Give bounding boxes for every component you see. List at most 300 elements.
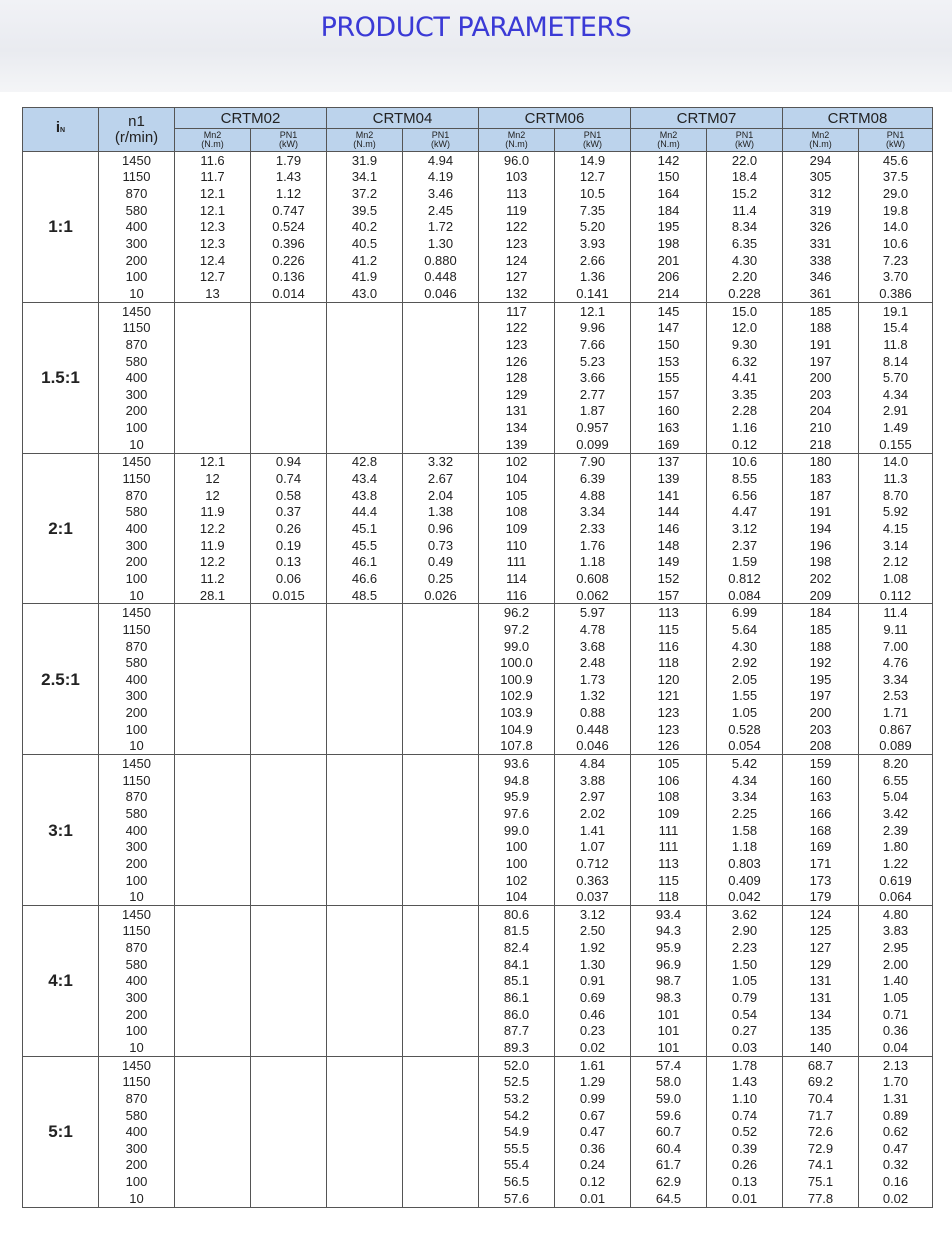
- value-cell: 3.12: [555, 905, 631, 922]
- value-cell: [251, 436, 327, 453]
- value-cell: 62.9: [631, 1173, 707, 1190]
- value-cell: 2.28: [707, 403, 783, 420]
- value-cell: 150: [631, 169, 707, 186]
- value-cell: 2.20: [707, 269, 783, 286]
- value-cell: 0.386: [859, 285, 933, 302]
- value-cell: 131: [783, 989, 859, 1006]
- value-cell: 60.7: [631, 1123, 707, 1140]
- value-cell: 122: [479, 219, 555, 236]
- value-cell: 0.084: [707, 587, 783, 604]
- value-cell: 1.31: [859, 1090, 933, 1107]
- value-cell: 115: [631, 621, 707, 638]
- model-header: CRTM07: [631, 108, 783, 129]
- value-cell: 1.43: [707, 1073, 783, 1090]
- value-cell: 0.25: [403, 570, 479, 587]
- value-cell: 0.015: [251, 587, 327, 604]
- value-cell: [251, 939, 327, 956]
- value-cell: [403, 838, 479, 855]
- value-cell: 0.12: [707, 436, 783, 453]
- value-cell: 6.35: [707, 235, 783, 252]
- value-cell: 144: [631, 504, 707, 521]
- speed-cell: 400: [99, 520, 175, 537]
- value-cell: 142: [631, 152, 707, 169]
- table-row: [23, 1006, 933, 1023]
- value-cell: [175, 621, 251, 638]
- value-cell: 312: [783, 185, 859, 202]
- value-cell: [251, 956, 327, 973]
- value-cell: [175, 772, 251, 789]
- table-row: [23, 169, 933, 186]
- table-row: [23, 855, 933, 872]
- table-row: [23, 638, 933, 655]
- value-cell: 135: [783, 1022, 859, 1039]
- speed-cell: 100: [99, 721, 175, 738]
- value-cell: [327, 1056, 403, 1073]
- value-cell: [403, 688, 479, 705]
- ratio-cell: 1:1: [23, 152, 99, 303]
- value-cell: 95.9: [479, 788, 555, 805]
- value-cell: 7.00: [859, 638, 933, 655]
- value-cell: 44.4: [327, 504, 403, 521]
- value-cell: 123: [631, 721, 707, 738]
- value-cell: [175, 939, 251, 956]
- value-cell: 1.12: [251, 185, 327, 202]
- value-cell: 163: [783, 788, 859, 805]
- value-cell: 3.34: [555, 504, 631, 521]
- value-cell: 4.34: [707, 772, 783, 789]
- value-cell: [327, 621, 403, 638]
- value-cell: [175, 721, 251, 738]
- value-cell: 1.10: [707, 1090, 783, 1107]
- value-cell: 0.74: [251, 470, 327, 487]
- value-cell: 11.6: [175, 152, 251, 169]
- value-cell: 14.0: [859, 219, 933, 236]
- value-cell: 0.062: [555, 587, 631, 604]
- value-cell: [251, 1073, 327, 1090]
- value-cell: 0.67: [555, 1107, 631, 1124]
- table-row: [23, 269, 933, 286]
- value-cell: [251, 738, 327, 755]
- value-cell: 123: [631, 704, 707, 721]
- table-row: [23, 838, 933, 855]
- value-cell: 125: [783, 923, 859, 940]
- value-cell: 3.70: [859, 269, 933, 286]
- value-cell: 5.97: [555, 604, 631, 621]
- value-cell: [251, 1006, 327, 1023]
- value-cell: 0.155: [859, 436, 933, 453]
- value-cell: [327, 888, 403, 905]
- table-row: [23, 336, 933, 353]
- value-cell: 41.2: [327, 252, 403, 269]
- value-cell: [403, 403, 479, 420]
- value-cell: 56.5: [479, 1173, 555, 1190]
- value-cell: 100.0: [479, 654, 555, 671]
- value-cell: [403, 654, 479, 671]
- table-row: [23, 888, 933, 905]
- speed-cell: 870: [99, 336, 175, 353]
- value-cell: 1.59: [707, 553, 783, 570]
- speed-cell: 1450: [99, 755, 175, 772]
- value-cell: 1.05: [707, 973, 783, 990]
- value-cell: 137: [631, 453, 707, 470]
- value-cell: 1.30: [403, 235, 479, 252]
- value-cell: 203: [783, 386, 859, 403]
- value-cell: [251, 654, 327, 671]
- value-cell: 1.18: [555, 553, 631, 570]
- value-cell: 1.40: [859, 973, 933, 990]
- value-cell: 6.55: [859, 772, 933, 789]
- table-row: [23, 671, 933, 688]
- value-cell: 1.07: [555, 838, 631, 855]
- value-cell: 0.52: [707, 1123, 783, 1140]
- speed-cell: 1150: [99, 923, 175, 940]
- value-cell: 3.42: [859, 805, 933, 822]
- value-cell: 0.88: [555, 704, 631, 721]
- value-cell: 104: [479, 888, 555, 905]
- table-row: [23, 1173, 933, 1190]
- speed-cell: 870: [99, 939, 175, 956]
- value-cell: 2.33: [555, 520, 631, 537]
- value-cell: [327, 989, 403, 1006]
- speed-cell: 870: [99, 487, 175, 504]
- speed-cell: 10: [99, 587, 175, 604]
- speed-cell: 300: [99, 989, 175, 1006]
- value-cell: [251, 621, 327, 638]
- value-cell: 5.64: [707, 621, 783, 638]
- speed-cell: 200: [99, 1157, 175, 1174]
- value-cell: [175, 419, 251, 436]
- value-cell: [327, 923, 403, 940]
- value-cell: 11.9: [175, 537, 251, 554]
- speed-cell: 10: [99, 888, 175, 905]
- value-cell: 3.34: [859, 671, 933, 688]
- table-row: [23, 1157, 933, 1174]
- value-cell: [327, 1157, 403, 1174]
- value-cell: [175, 688, 251, 705]
- value-cell: [251, 1123, 327, 1140]
- table-row: [23, 939, 933, 956]
- value-cell: 122: [479, 319, 555, 336]
- table-row: [23, 570, 933, 587]
- value-cell: 96.0: [479, 152, 555, 169]
- table-row: [23, 956, 933, 973]
- value-cell: 0.16: [859, 1173, 933, 1190]
- value-cell: 55.4: [479, 1157, 555, 1174]
- value-cell: 209: [783, 587, 859, 604]
- value-cell: 331: [783, 235, 859, 252]
- value-cell: 2.23: [707, 939, 783, 956]
- table-row: [23, 285, 933, 302]
- value-cell: 11.4: [859, 604, 933, 621]
- table-row: [23, 537, 933, 554]
- value-cell: 6.56: [707, 487, 783, 504]
- table-row: [23, 1022, 933, 1039]
- value-cell: 104: [479, 470, 555, 487]
- value-cell: [175, 788, 251, 805]
- table-row: [23, 989, 933, 1006]
- value-cell: 152: [631, 570, 707, 587]
- value-cell: [251, 905, 327, 922]
- value-cell: [251, 888, 327, 905]
- value-cell: 2.53: [859, 688, 933, 705]
- speed-cell: 1450: [99, 152, 175, 169]
- value-cell: 147: [631, 319, 707, 336]
- value-cell: 102.9: [479, 688, 555, 705]
- value-cell: 218: [783, 436, 859, 453]
- ratio-header: iN: [23, 108, 99, 152]
- value-cell: 3.35: [707, 386, 783, 403]
- value-cell: 2.90: [707, 923, 783, 940]
- speed-header: n1 (r/min): [99, 108, 175, 152]
- value-cell: [175, 905, 251, 922]
- value-cell: 2.12: [859, 553, 933, 570]
- value-cell: 0.803: [707, 855, 783, 872]
- value-cell: 1.49: [859, 419, 933, 436]
- value-cell: [175, 738, 251, 755]
- value-cell: 0.02: [555, 1039, 631, 1056]
- speed-cell: 200: [99, 704, 175, 721]
- value-cell: [403, 436, 479, 453]
- value-cell: 10.6: [859, 235, 933, 252]
- value-cell: [403, 805, 479, 822]
- table-row: [23, 1123, 933, 1140]
- table-row: [23, 772, 933, 789]
- value-cell: 148: [631, 537, 707, 554]
- value-cell: [175, 336, 251, 353]
- value-cell: 58.0: [631, 1073, 707, 1090]
- value-cell: [175, 1157, 251, 1174]
- speed-cell: 200: [99, 855, 175, 872]
- value-cell: 4.30: [707, 252, 783, 269]
- value-cell: 4.15: [859, 520, 933, 537]
- value-cell: 0.49: [403, 553, 479, 570]
- value-cell: 346: [783, 269, 859, 286]
- table-row: [23, 504, 933, 521]
- value-cell: [251, 989, 327, 1006]
- value-cell: 160: [631, 403, 707, 420]
- model-header: CRTM06: [479, 108, 631, 129]
- value-cell: 0.747: [251, 202, 327, 219]
- value-cell: [175, 888, 251, 905]
- ratio-cell: 2:1: [23, 453, 99, 604]
- value-cell: 150: [631, 336, 707, 353]
- value-cell: [175, 403, 251, 420]
- value-cell: 1.72: [403, 219, 479, 236]
- table-row: [23, 788, 933, 805]
- value-cell: 1.05: [707, 704, 783, 721]
- value-cell: 15.2: [707, 185, 783, 202]
- value-cell: [175, 1006, 251, 1023]
- torque-subheader: Mn2 (N.m): [631, 129, 707, 152]
- value-cell: 338: [783, 252, 859, 269]
- value-cell: [175, 838, 251, 855]
- value-cell: 4.76: [859, 654, 933, 671]
- value-cell: 2.00: [859, 956, 933, 973]
- value-cell: [175, 319, 251, 336]
- value-cell: 155: [631, 369, 707, 386]
- table-row: [23, 721, 933, 738]
- table-row: [23, 419, 933, 436]
- value-cell: 0.13: [707, 1173, 783, 1190]
- value-cell: 121: [631, 688, 707, 705]
- parameter-table: [22, 107, 933, 1208]
- value-cell: 191: [783, 336, 859, 353]
- value-cell: 1.76: [555, 537, 631, 554]
- value-cell: 61.7: [631, 1157, 707, 1174]
- value-cell: [327, 905, 403, 922]
- value-cell: 0.39: [707, 1140, 783, 1157]
- value-cell: 2.05: [707, 671, 783, 688]
- value-cell: [251, 1056, 327, 1073]
- value-cell: 6.32: [707, 353, 783, 370]
- table-row: [23, 470, 933, 487]
- value-cell: [175, 302, 251, 319]
- value-cell: 0.79: [707, 989, 783, 1006]
- value-cell: [327, 386, 403, 403]
- value-cell: 159: [783, 755, 859, 772]
- value-cell: 0.91: [555, 973, 631, 990]
- value-cell: 0.06: [251, 570, 327, 587]
- ratio-cell: 1.5:1: [23, 302, 99, 453]
- value-cell: 102: [479, 872, 555, 889]
- value-cell: 2.48: [555, 654, 631, 671]
- value-cell: 46.1: [327, 553, 403, 570]
- speed-cell: 870: [99, 788, 175, 805]
- value-cell: 4.41: [707, 369, 783, 386]
- value-cell: 103.9: [479, 704, 555, 721]
- value-cell: 200: [783, 369, 859, 386]
- speed-cell: 1150: [99, 470, 175, 487]
- value-cell: [175, 654, 251, 671]
- value-cell: 10.5: [555, 185, 631, 202]
- page-title: PRODUCT PARAMETERS: [320, 12, 632, 43]
- value-cell: 14.9: [555, 152, 631, 169]
- value-cell: 1.16: [707, 419, 783, 436]
- value-cell: [251, 923, 327, 940]
- value-cell: 43.0: [327, 285, 403, 302]
- value-cell: [403, 905, 479, 922]
- value-cell: [403, 1006, 479, 1023]
- value-cell: 0.01: [707, 1190, 783, 1208]
- value-cell: 0.24: [555, 1157, 631, 1174]
- value-cell: 12.1: [175, 453, 251, 470]
- value-cell: [403, 1140, 479, 1157]
- speed-cell: 400: [99, 822, 175, 839]
- value-cell: 96.9: [631, 956, 707, 973]
- value-cell: [403, 302, 479, 319]
- value-cell: 104.9: [479, 721, 555, 738]
- table-row: [23, 604, 933, 621]
- power-subheader: PN1 (kW): [403, 129, 479, 152]
- value-cell: [327, 738, 403, 755]
- value-cell: 109: [479, 520, 555, 537]
- value-cell: 40.5: [327, 235, 403, 252]
- table-row: [23, 319, 933, 336]
- table-row: [23, 235, 933, 252]
- value-cell: [327, 838, 403, 855]
- value-cell: [327, 939, 403, 956]
- value-cell: 105: [631, 755, 707, 772]
- value-cell: 12: [175, 470, 251, 487]
- value-cell: [327, 671, 403, 688]
- value-cell: [403, 1157, 479, 1174]
- value-cell: [403, 738, 479, 755]
- speed-cell: 1150: [99, 1073, 175, 1090]
- value-cell: 11.2: [175, 570, 251, 587]
- speed-cell: 100: [99, 419, 175, 436]
- value-cell: 1.58: [707, 822, 783, 839]
- value-cell: 0.47: [859, 1140, 933, 1157]
- value-cell: 3.66: [555, 369, 631, 386]
- value-cell: [403, 1073, 479, 1090]
- value-cell: 129: [479, 386, 555, 403]
- speed-cell: 300: [99, 1140, 175, 1157]
- value-cell: 168: [783, 822, 859, 839]
- value-cell: 2.50: [555, 923, 631, 940]
- value-cell: [403, 638, 479, 655]
- value-cell: [175, 1073, 251, 1090]
- table-row: [23, 202, 933, 219]
- value-cell: 140: [783, 1039, 859, 1056]
- value-cell: [175, 1090, 251, 1107]
- value-cell: 2.97: [555, 788, 631, 805]
- table-row: [23, 453, 933, 470]
- speed-cell: 1150: [99, 319, 175, 336]
- value-cell: [327, 436, 403, 453]
- value-cell: 72.9: [783, 1140, 859, 1157]
- power-subheader: PN1 (kW): [555, 129, 631, 152]
- value-cell: 200: [783, 704, 859, 721]
- value-cell: 361: [783, 285, 859, 302]
- value-cell: 0.226: [251, 252, 327, 269]
- value-cell: 118: [631, 888, 707, 905]
- value-cell: 5.23: [555, 353, 631, 370]
- value-cell: 188: [783, 319, 859, 336]
- value-cell: 183: [783, 470, 859, 487]
- value-cell: 7.35: [555, 202, 631, 219]
- value-cell: 45.1: [327, 520, 403, 537]
- value-cell: 126: [479, 353, 555, 370]
- value-cell: 31.9: [327, 152, 403, 169]
- value-cell: 2.13: [859, 1056, 933, 1073]
- value-cell: 1.78: [707, 1056, 783, 1073]
- value-cell: 160: [783, 772, 859, 789]
- value-cell: 171: [783, 855, 859, 872]
- value-cell: 100.9: [479, 671, 555, 688]
- value-cell: 70.4: [783, 1090, 859, 1107]
- value-cell: [403, 353, 479, 370]
- value-cell: 113: [479, 185, 555, 202]
- value-cell: 2.91: [859, 403, 933, 420]
- value-cell: [175, 386, 251, 403]
- value-cell: [403, 386, 479, 403]
- value-cell: 60.4: [631, 1140, 707, 1157]
- table-row: [23, 805, 933, 822]
- value-cell: 127: [783, 939, 859, 956]
- value-cell: 8.55: [707, 470, 783, 487]
- value-cell: 191: [783, 504, 859, 521]
- value-cell: 0.528: [707, 721, 783, 738]
- value-cell: [327, 688, 403, 705]
- value-cell: [327, 1140, 403, 1157]
- value-cell: [403, 755, 479, 772]
- table-row: [23, 621, 933, 638]
- value-cell: 4.19: [403, 169, 479, 186]
- value-cell: 0.32: [859, 1157, 933, 1174]
- value-cell: 11.7: [175, 169, 251, 186]
- value-cell: 71.7: [783, 1107, 859, 1124]
- table-row: [23, 487, 933, 504]
